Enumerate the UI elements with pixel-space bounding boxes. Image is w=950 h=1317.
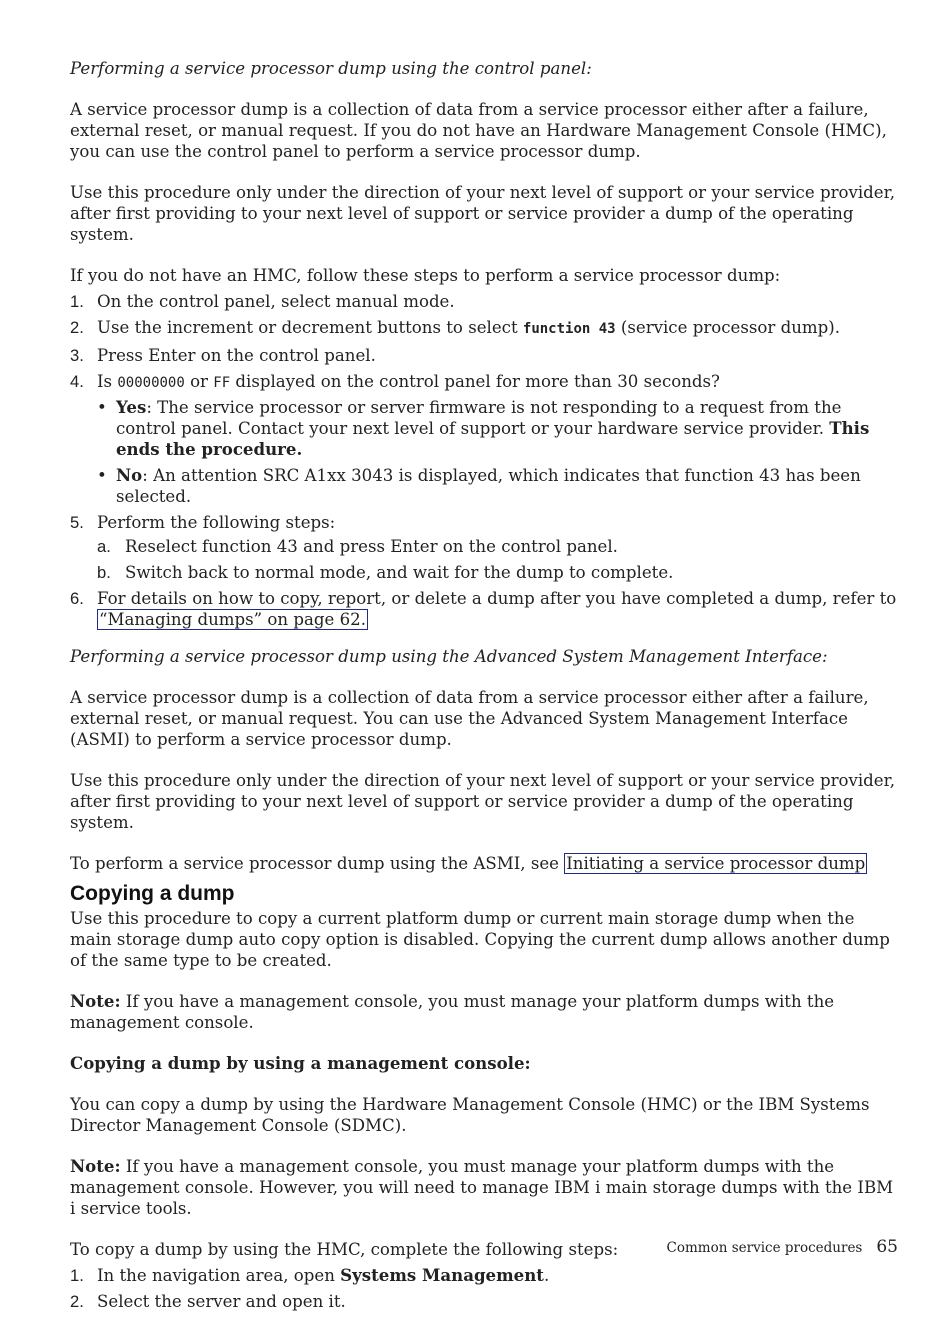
note-text: If you have a management console, you must manage your platform dumps with the management console. bbox=[70, 992, 835, 1032]
note bbox=[70, 1156, 900, 1219]
list-item bbox=[70, 1291, 900, 1312]
code-text: 00000000 bbox=[117, 375, 185, 391]
step-text: Reselect function 43 and press Enter on the control panel. bbox=[125, 537, 618, 556]
paragraph: A service processor dump is a collection of data from a service processor either after a failure, external reset, or manual request. You can use the Advanced System Management Interface (ASMI) to perform a service processor dump. bbox=[70, 688, 869, 749]
step-text: or bbox=[184, 372, 214, 391]
bullet-list bbox=[97, 397, 900, 507]
section-title-asmi: Performing a service processor dump using the Advanced System Management Interface: bbox=[70, 647, 828, 666]
list-item bbox=[97, 562, 900, 583]
list-item bbox=[70, 317, 900, 340]
list-item bbox=[70, 371, 900, 507]
list-item bbox=[97, 536, 900, 557]
note-text: If you have a management console, you must manage your platform dumps with the management console. However, you will need to manage IBM i main storage dumps with the IBM i service tools. bbox=[70, 1157, 894, 1218]
step-text: On the control panel, select manual mode. bbox=[97, 292, 455, 311]
step-text: Is bbox=[97, 372, 118, 391]
page-footer bbox=[667, 1237, 898, 1257]
note-label: Note: bbox=[70, 1156, 121, 1176]
paragraph: Use this procedure to copy a current platform dump or current main storage dump when the main storage dump auto copy option is disabled. Copying the current dump allows another dump of the same type to be created. bbox=[70, 909, 890, 970]
heading-copying-a-dump: Copying a dump bbox=[70, 882, 235, 905]
step-text: Use the increment or decrement buttons to select bbox=[97, 318, 523, 337]
no-label: No bbox=[116, 465, 143, 485]
list-item bbox=[70, 291, 900, 312]
step-text: In the navigation area, open bbox=[97, 1266, 341, 1285]
list-item bbox=[70, 512, 900, 583]
yes-label: Yes bbox=[116, 397, 147, 417]
step-text: Switch back to normal mode, and wait for the dump to complete. bbox=[125, 563, 674, 582]
step-number: 2. bbox=[70, 1292, 84, 1311]
paragraph: You can copy a dump by using the Hardware Management Console (HMC) or the IBM Systems Director Management Console (SDMC). bbox=[70, 1095, 870, 1135]
step-text: Press Enter on the control panel. bbox=[97, 346, 376, 365]
paragraph: Use this procedure only under the direction of your next level of support or your service provider, after first providing to your next level of support or service provider a dump of the operating system. bbox=[70, 771, 895, 832]
list-item bbox=[70, 588, 900, 630]
substep-letter: b. bbox=[97, 563, 111, 582]
step-number: 6. bbox=[70, 589, 84, 608]
step-number: 2. bbox=[70, 318, 84, 337]
procedure-intro: If you do not have an HMC, follow these steps to perform a service processor dump: bbox=[70, 266, 781, 285]
managing-dumps-link[interactable]: “Managing dumps” on page 62. bbox=[99, 610, 366, 629]
step-text: (service processor dump). bbox=[615, 318, 840, 337]
sub-heading: Copying a dump by using a management console: bbox=[70, 1053, 531, 1073]
procedure-steps bbox=[70, 291, 900, 630]
paragraph: A service processor dump is a collection of data from a service processor either after a failure, external reset, or manual request. If you do not have an Hardware Management Console (HMC), you can use the control panel to perform a service processor dump. bbox=[70, 100, 887, 161]
list-item bbox=[97, 465, 900, 507]
step-number: 1. bbox=[70, 292, 84, 311]
ui-term: Systems Management bbox=[340, 1265, 544, 1285]
step-text: . bbox=[543, 1266, 550, 1285]
step-text: Perform the following steps: bbox=[97, 513, 336, 532]
footer-section: Common service procedures bbox=[666, 1240, 863, 1256]
procedure-end: This ends the procedure. bbox=[116, 418, 870, 459]
step-number: 4. bbox=[70, 372, 84, 391]
procedure-intro: To copy a dump by using the HMC, complete the following steps: bbox=[70, 1240, 619, 1259]
bullet-text: : An attention SRC A1xx 3043 is displayed, which indicates that function 43 has been selected. bbox=[116, 466, 861, 506]
code-text: function 43 bbox=[522, 321, 616, 337]
note bbox=[70, 991, 900, 1033]
bullet-glyph: • bbox=[97, 466, 107, 485]
page-number: 65 bbox=[876, 1237, 898, 1257]
step-number: 1. bbox=[70, 1266, 84, 1285]
step-text: For details on how to copy, report, or delete a dump after you have completed a dump, refer to bbox=[97, 589, 897, 608]
step-text: displayed on the control panel for more than 30 seconds? bbox=[230, 372, 720, 391]
procedure-steps bbox=[70, 1265, 900, 1312]
initiating-dump-link[interactable]: Initiating a service processor dump bbox=[566, 854, 866, 873]
list-item bbox=[70, 1265, 900, 1286]
paragraph: Use this procedure only under the direction of your next level of support or your service provider, after first providing to your next level of support or service provider a dump of the operating system. bbox=[70, 183, 895, 244]
list-item bbox=[70, 345, 900, 366]
sub-steps bbox=[97, 536, 900, 583]
page-content bbox=[70, 58, 900, 1317]
paragraph bbox=[70, 853, 900, 874]
bullet-glyph: • bbox=[97, 398, 107, 417]
step-text: Select the server and open it. bbox=[97, 1292, 346, 1311]
note-label: Note: bbox=[70, 991, 121, 1011]
substep-letter: a. bbox=[97, 537, 111, 556]
code-text: FF bbox=[213, 375, 231, 391]
bullet-text: : The service processor or server firmware is not responding to a request from the control panel. Contact your next level of support or your hardware service provider. bbox=[116, 398, 842, 438]
list-item bbox=[97, 397, 900, 460]
section-title-control-panel: Performing a service processor dump using the control panel: bbox=[70, 59, 592, 78]
step-number: 3. bbox=[70, 346, 84, 365]
paragraph-text: To perform a service processor dump using the ASMI, see bbox=[70, 854, 565, 873]
step-number: 5. bbox=[70, 513, 84, 532]
